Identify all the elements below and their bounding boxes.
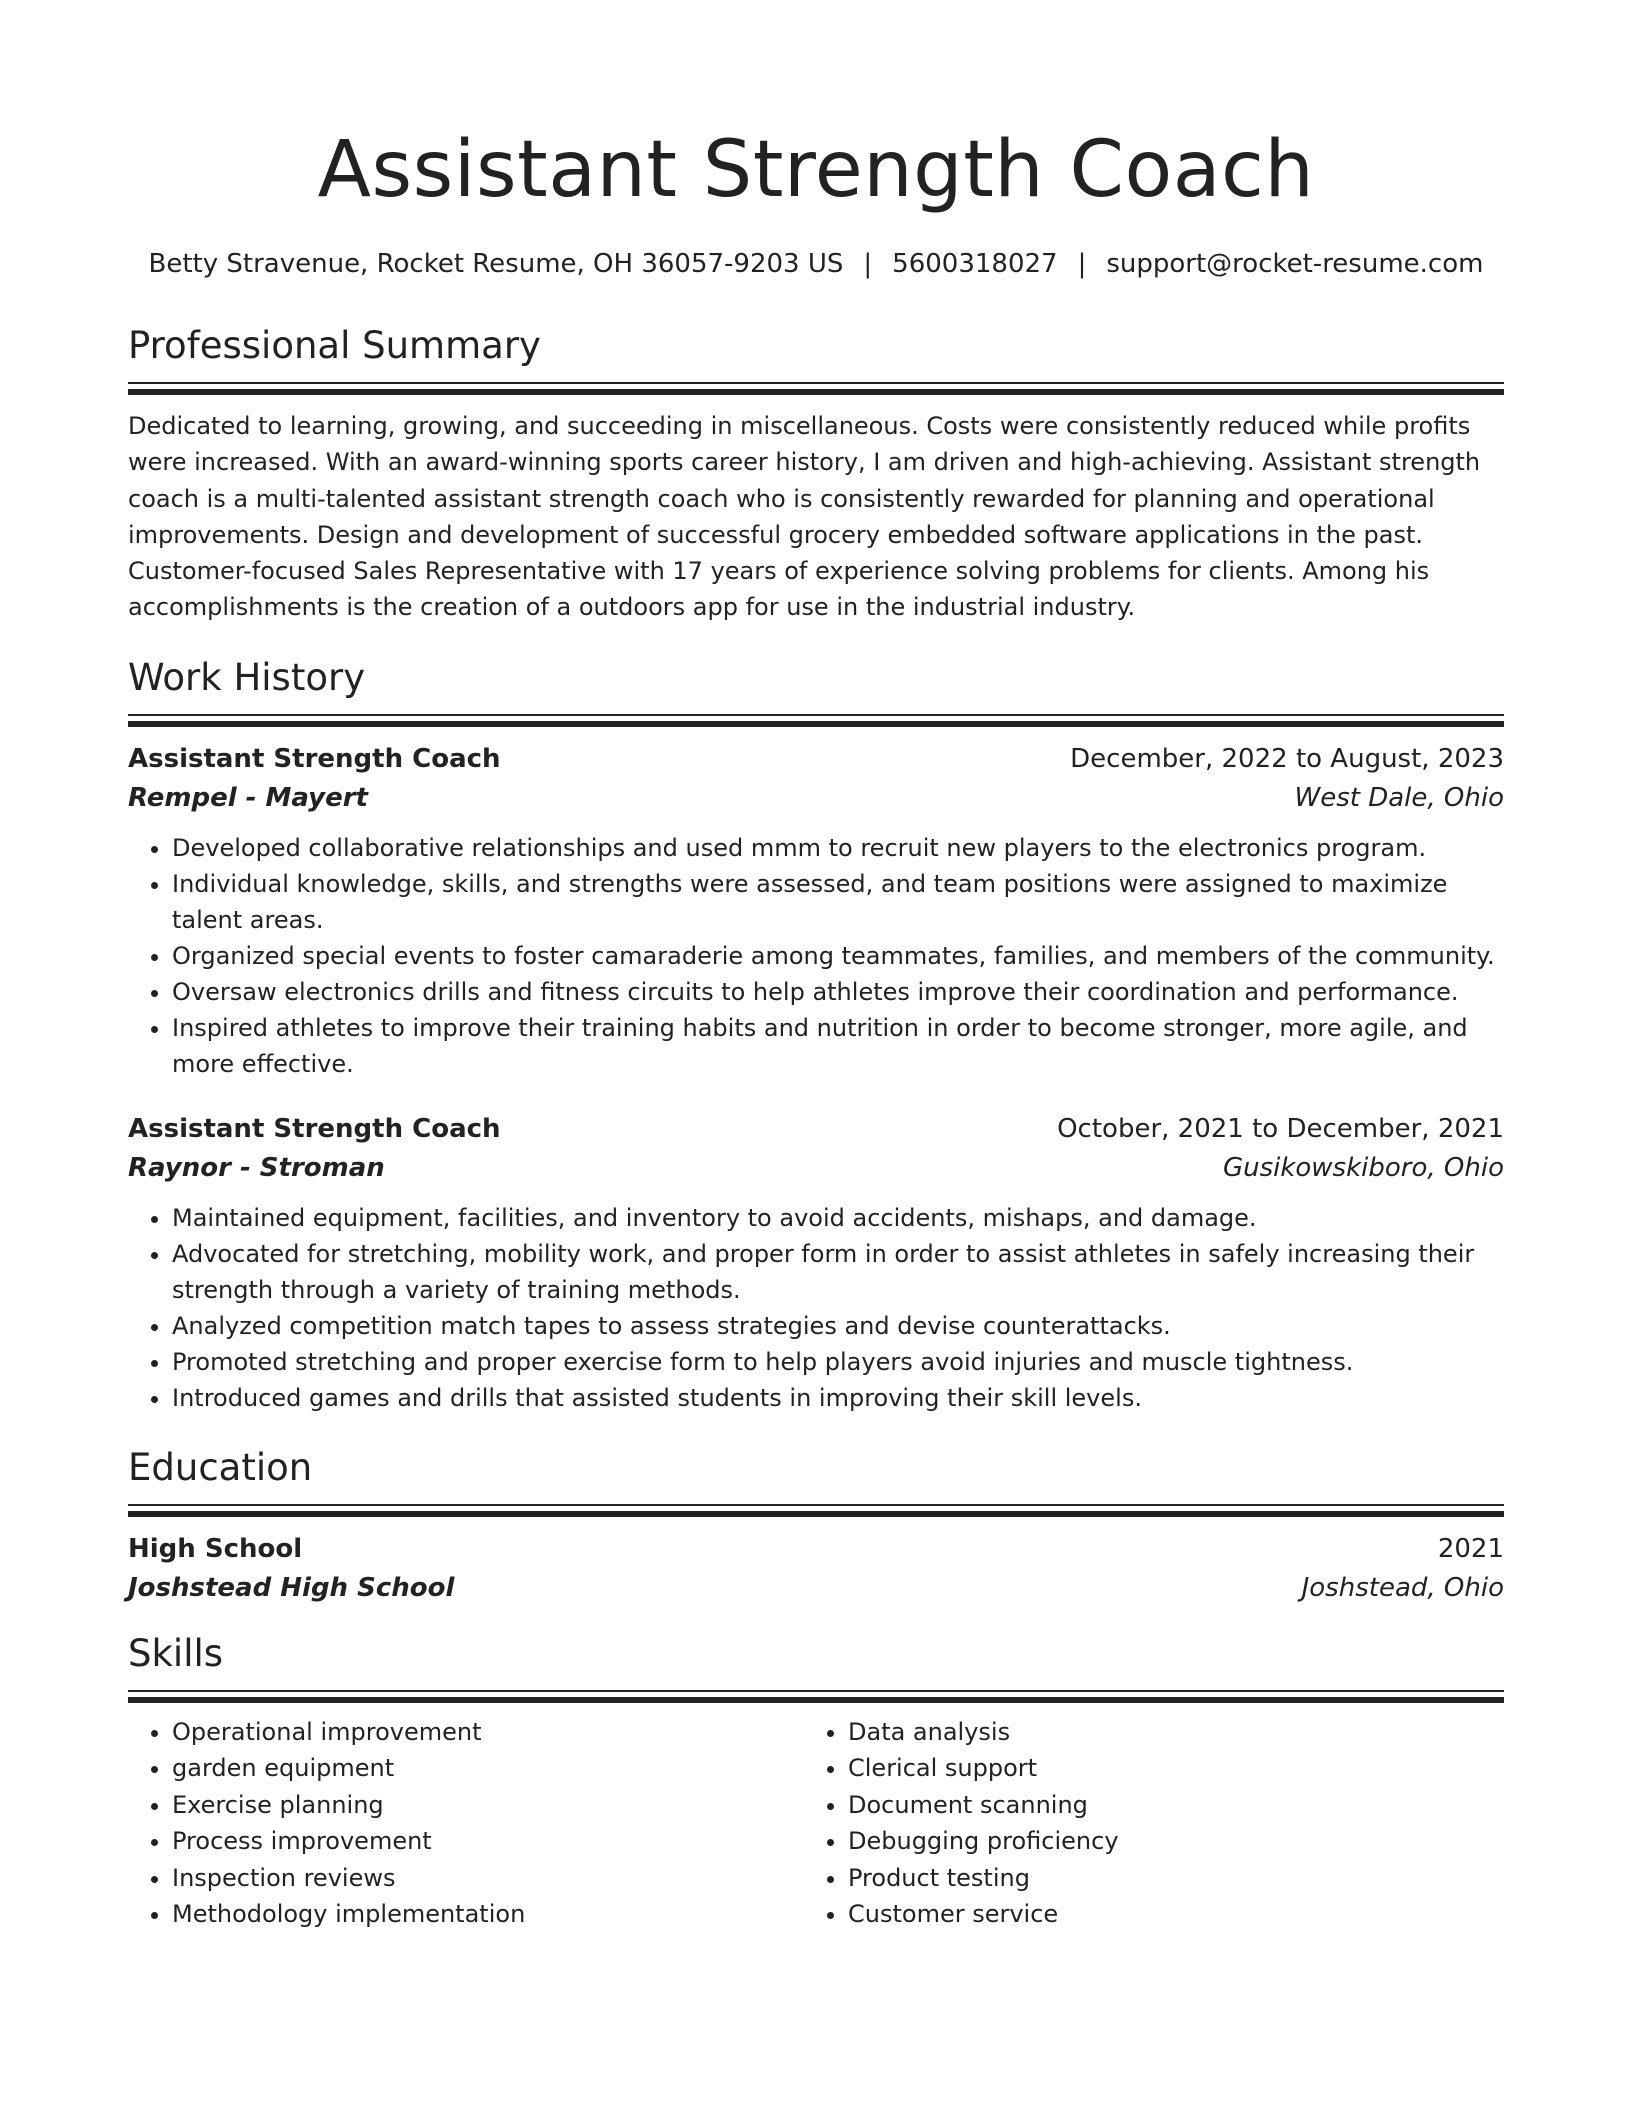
job-bullet: • Individual knowledge, skills, and strengths were assessed, and team positions were assigned to maximize talent areas. [172, 866, 1504, 938]
summary-heading: Professional Summary [128, 324, 541, 367]
contact-address: Betty Stravenue, Rocket Resume, OH 36057-9203 US [148, 249, 844, 279]
skills-list-left [128, 1714, 804, 1933]
job-subheader [128, 1148, 1504, 1188]
job-company: Rempel - Mayert [128, 782, 368, 813]
job-bullet: • Introduced games and drills that assisted students in improving their skill levels. [172, 1380, 1504, 1416]
skill-item: • Customer service [848, 1896, 1480, 1933]
work-history-heading: Work History [128, 655, 366, 699]
job-dates: December, 2022 to August, 2023 [1070, 743, 1504, 774]
work-history-section [128, 654, 1504, 1416]
job-location: West Dale, Ohio [1294, 782, 1504, 813]
education-degree: High School [128, 1533, 303, 1564]
job-subheader [128, 778, 1504, 818]
section-divider [128, 714, 1504, 726]
job-bullet: • Developed collaborative relationships and used mmm to recruit new players to the electronics program. [172, 830, 1504, 866]
resume-title: Assistant Strength Coach [317, 125, 1315, 215]
job-entry [128, 740, 1504, 1082]
job-bullet-list [128, 1200, 1504, 1416]
summary-text: Dedicated to learning, growing, and succeeding in miscellaneous. Costs were consistently reduced while profits were increased. With an award-winning sports career history, I am driven and high-achieving. Assistant strength coach is a multi-talented assistant strength coach who is consistently rewarded for planning and operational improvements. Design and development of successful grocery embedded software applications in the past. Customer-focused Sales Representative with 17 years of experience solving problems for clients. Among his accomplishments is the creation of a outdoors app for use in the industrial industry. [128, 412, 1481, 622]
job-bullet-list [128, 830, 1504, 1082]
skills-section [128, 1630, 1504, 1933]
skill-item: • Process improvement [172, 1823, 804, 1860]
contact-separator: | [1077, 249, 1087, 279]
education-subheader [128, 1568, 1504, 1608]
skill-item: • Document scanning [848, 1787, 1480, 1824]
job-header [128, 740, 1504, 778]
skills-columns [128, 1714, 1504, 1933]
education-header [128, 1530, 1504, 1568]
job-dates: October, 2021 to December, 2021 [1057, 1113, 1504, 1144]
skill-item: • Clerical support [848, 1750, 1480, 1787]
job-bullet: • Analyzed competition match tapes to assess strategies and devise counterattacks. [172, 1308, 1504, 1344]
job-company: Raynor - Stroman [128, 1152, 385, 1183]
contact-email[interactable]: support@rocket-resume.com [1106, 249, 1484, 279]
skill-item: • Exercise planning [172, 1787, 804, 1824]
education-school: Joshstead High School [128, 1572, 455, 1603]
skill-item: • Debugging proficiency [848, 1823, 1480, 1860]
education-location: Joshstead, Ohio [1301, 1572, 1504, 1603]
skill-item: • Inspection reviews [172, 1860, 804, 1897]
contact-phone: 5600318027 [892, 249, 1058, 279]
job-bullet: • Advocated for stretching, mobility work, and proper form in order to assist athletes in safely increasing their strength through a variety of training methods. [172, 1236, 1504, 1308]
skill-item: • garden equipment [172, 1750, 804, 1787]
job-role: Assistant Strength Coach [128, 1113, 501, 1144]
job-location: Gusikowskiboro, Ohio [1222, 1152, 1504, 1183]
skill-item: • Data analysis [848, 1714, 1480, 1751]
job-bullet: • Inspired athletes to improve their training habits and nutrition in order to become stronger, more agile, and more effective. [172, 1010, 1504, 1082]
education-section [128, 1444, 1504, 1608]
job-bullet: • Promoted stretching and proper exercise form to help players avoid injuries and muscle tightness. [172, 1344, 1504, 1380]
education-year: 2021 [1437, 1533, 1504, 1564]
skills-heading: Skills [128, 1631, 224, 1675]
job-role: Assistant Strength Coach [128, 743, 501, 774]
skill-item: • Operational improvement [172, 1714, 804, 1751]
education-heading: Education [128, 1445, 313, 1489]
job-bullet: • Oversaw electronics drills and fitness circuits to help athletes improve their coordination and performance. [172, 974, 1504, 1010]
contact-line [128, 246, 1504, 282]
job-header [128, 1110, 1504, 1148]
job-entry [128, 1110, 1504, 1416]
section-divider [128, 382, 1504, 394]
skill-item: • Methodology implementation [172, 1896, 804, 1933]
skills-list-right [804, 1714, 1480, 1933]
summary-section [128, 322, 1504, 626]
job-bullet: • Organized special events to foster camaraderie among teammates, families, and members of the community. [172, 938, 1504, 974]
contact-separator: | [863, 249, 873, 279]
skill-item: • Product testing [848, 1860, 1480, 1897]
job-bullet: • Maintained equipment, facilities, and inventory to avoid accidents, mishaps, and damage. [172, 1200, 1504, 1236]
section-divider [128, 1504, 1504, 1516]
section-divider [128, 1690, 1504, 1702]
